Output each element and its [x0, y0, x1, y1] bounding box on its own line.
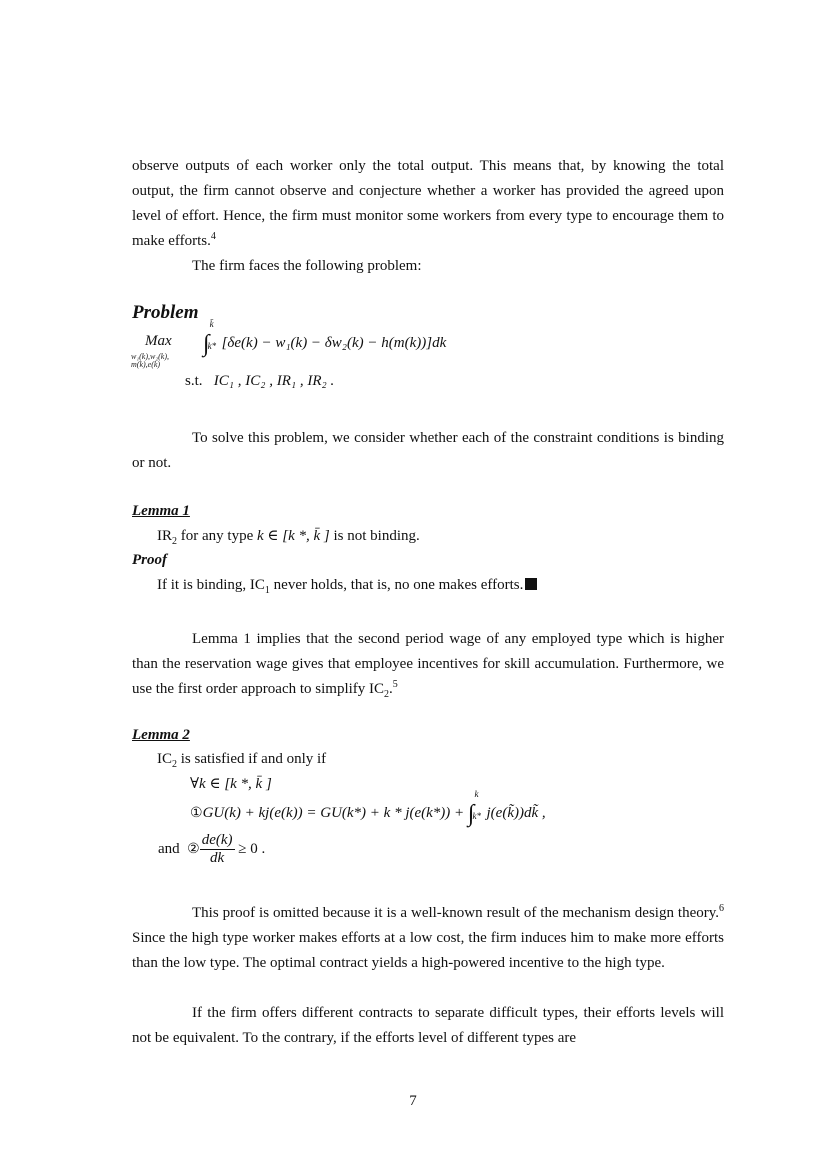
objective-function: ∫ k̄ k* [δe(k) − w₁(k) − δw₂(k) − h(m(k))]dk [203, 319, 447, 357]
footnote-marker: 4 [210, 231, 216, 242]
paragraph-separate-types: If the firm offers different contracts to separate difficult types, their efforts levels will not be equivalent. To the contrary, if the efforts level of different types are [132, 1005, 724, 1046]
derivative-fraction: $\frac{de(k)}{dk}$ [201, 832, 233, 866]
lemma1-proof: If it is binding, $IC_1$ never holds, that is, no one makes efforts. [157, 577, 537, 594]
proof-title: Proof [132, 552, 167, 568]
circled-two-marker: ② [187, 841, 200, 857]
paragraph-problem-intro: The firm faces the following problem: [192, 258, 422, 274]
qed-square-icon [525, 578, 537, 590]
constraints-line: s.t. IC₁ , IC₂ , IR₁ , IR₂ . [185, 373, 335, 389]
lemma1-title: Lemma 1 [132, 503, 190, 519]
lemma2-condition-2: and ② $\frac{de(k)}{dk}$ ≥ 0 . [158, 832, 266, 866]
problem-heading: Problem [132, 302, 199, 323]
lemma2-condition-1: ①GU(k) + kj(e(k)) = GU(k*) + k * j(e(k*)) + ∫ k k* j(e(k̃))dk̃ , [190, 789, 546, 827]
circled-one-marker: ① [190, 806, 203, 821]
max-operator: Max [145, 333, 172, 349]
page-number: 7 [409, 1093, 417, 1109]
paragraph-solve: To solve this problem, we consider whether each of the constraint conditions is binding or not. [132, 430, 724, 471]
integral-sign: ∫ [203, 331, 210, 357]
lemma2-title: Lemma 2 [132, 727, 190, 743]
integral-sign: ∫ [467, 801, 475, 827]
lemma1-statement: $IR_2$ for any type k ∈ [k *, k̄ ] is not binding. [157, 528, 420, 547]
max-variables: w₁(k),w₂(k), m(k),e(k) [131, 352, 169, 369]
paragraph-monitoring: observe outputs of each worker only the total output. This means that, by knowing the total output, the firm cannot observe and conjecture whether a worker has provided the agreed upon level of effort. Hence, the firm must monitor some workers from every type to encourage them to make efforts.$^4$ [132, 158, 724, 249]
lemma2-forall: ∀k ∈ [k *, k̄ ] [190, 776, 272, 792]
lemma2-statement: $IC_2$ is satisfied if and only if [157, 751, 327, 770]
paragraph-proof-omitted: This proof is omitted because it is a well-known result of the mechanism design theory.$^6$ Since the high type worker makes efforts at a low cost, the firm induces him to make more efforts than the low type. The optimal contract yields a high-powered incentive to the high type. [132, 903, 724, 971]
paragraph-lemma1-implication: Lemma 1 implies that the second period wage of any employed type which is higher than the reservation wage gives that employee incentives for skill accumulation. Furthermore, we use the first order approach to simplify $IC_2.^5$ [132, 631, 724, 700]
